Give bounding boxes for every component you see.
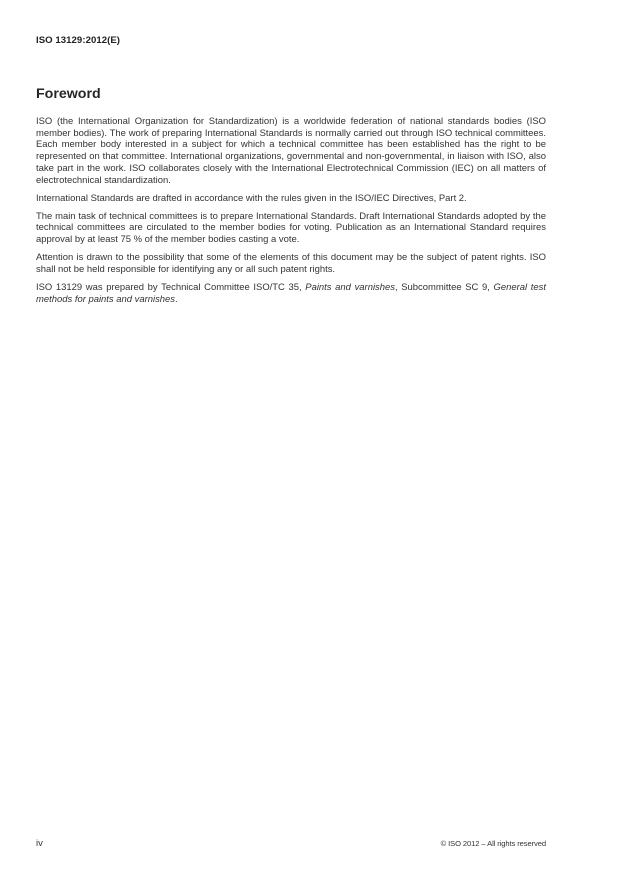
preparation-text-3: . — [175, 293, 178, 305]
page-number: iv — [36, 838, 43, 849]
preparation-text-2: , Subcommittee SC 9, — [394, 282, 494, 293]
paragraph-committee-task: The main task of technical committees is to prepare International Standards. Draft International Standards adopted by the technical committees are circulated to the member bodies for voting. Publication as an International Standard requires approval by at least 75 % of the member bodies casting a vote. — [36, 210, 546, 246]
subcommittee-title: General test methods for paints and varnishes — [36, 282, 546, 305]
paragraph-preparation — [36, 282, 546, 305]
paragraph-directives: International Standards are drafted in accordance with the rules given in the ISO/IEC Directives, Part 2. — [36, 192, 467, 204]
section-title: Foreword — [36, 86, 101, 102]
document-id-header: ISO 13129:2012(E) — [36, 35, 121, 46]
copyright-notice: © ISO 2012 – All rights reserved — [440, 839, 546, 848]
committee-title: Paints and varnishes — [305, 282, 395, 293]
preparation-text-1: ISO 13129 was prepared by Technical Committee ISO/TC 35, — [36, 282, 306, 293]
foreword-body — [36, 116, 546, 312]
paragraph-patent-notice: Attention is drawn to the possibility that some of the elements of this document may be the subject of patent rights. ISO shall not be held responsible for identifying any or all such patent rights. — [36, 252, 546, 275]
paragraph-iso-overview: ISO (the International Organization for Standardization) is a worldwide federation of national standards bodies (ISO member bodies). The work of preparing International Standards is normally carried out through ISO technical committees. Each member body interested in a subject for which a technical committee has been established has the right to be represented on that committee. International organizations, governmental and non-governmental, in liaison with ISO, also take part in the work. ISO collaborates closely with the International Electrotechnical Commission (IEC) on all matters of electrotechnical standardization. — [36, 116, 546, 186]
